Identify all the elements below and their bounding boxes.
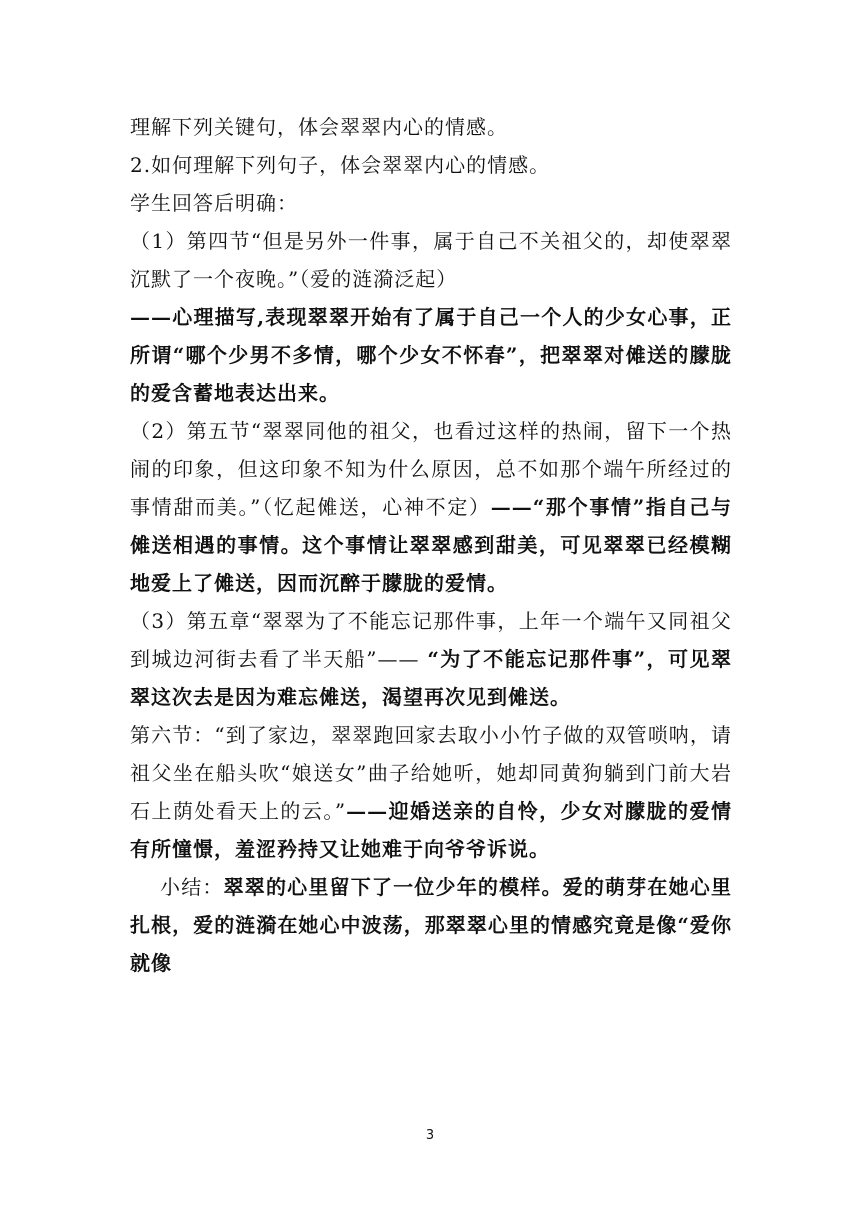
item-3-analysis: “为了不能忘记那件事”，可见翠翠这次去是因为难忘傩送，渴望再次见到傩送。 (130, 647, 732, 709)
summary-text: 翠翠的心里留下了一位少年的模样。爱的萌芽在她心里扎根，爱的涟漪在她心中波荡，那翠翠心里的情感究竟是像“爱你就像 (130, 875, 733, 975)
paragraph-item-2 (130, 412, 732, 602)
paragraph-answer-lead: 学生回答后明确： (130, 191, 298, 215)
section-6-quote: 第六节：“到了家边，翠翠跑回家去取小小竹子做的双管唢呐，请祖父坐在船头吹“娘送女”曲子给她听，她却同黄狗躺到门前大岩石上荫处看天上的云。” (130, 723, 732, 823)
item-2-quote: （2）第五节“翠翠同他的祖父，也看过这样的热闹，留下一个热闹的印象，但这印象不知为什么原因，总不如那个端午所经过的事情甜而美。”（忆起傩送，心神不定） (130, 419, 732, 519)
paragraph-item-3 (130, 602, 732, 716)
page-content (130, 108, 732, 982)
summary-label: 小结： (160, 875, 224, 899)
section-6-analysis: ——迎婚送亲的自怜，少女对朦胧的爱情有所憧憬，羞涩矜持又让她难于向爷爷诉说。 (130, 799, 732, 861)
paragraph-item-1-analysis: ——心理描写,表现翠翠开始有了属于自己一个人的少女心事，正所谓“哪个少男不多情，哪个少女不怀春”，把翠翠对傩送的朦胧的爱含蓄地表达出来。 (130, 305, 732, 405)
paragraph-summary (130, 868, 732, 982)
paragraph-section-6 (130, 716, 732, 868)
page-number: 3 (425, 1128, 435, 1143)
paragraph-item-1: （1）第四节“但是另外一件事，属于自己不关祖父的，却使翠翠沉默了一个夜晚。”（爱的涟漪泛起） (130, 229, 732, 291)
item-2-analysis: ——“那个事情”指自己与傩送相遇的事情。这个事情让翠翠感到甜美，可见翠翠已经模糊地爱上了傩送，因而沉醉于朦胧的爱情。 (130, 495, 732, 595)
item-3-quote: （3）第五章“翠翠为了不能忘记那件事，上年一个端午又同祖父到城边河街去看了半天船”—— (130, 609, 732, 671)
paragraph-intro: 理解下列关键句，体会翠翠内心的情感。 (130, 115, 508, 139)
paragraph-question-2: 2.如何理解下列句子，体会翠翠内心的情感。 (130, 153, 551, 177)
